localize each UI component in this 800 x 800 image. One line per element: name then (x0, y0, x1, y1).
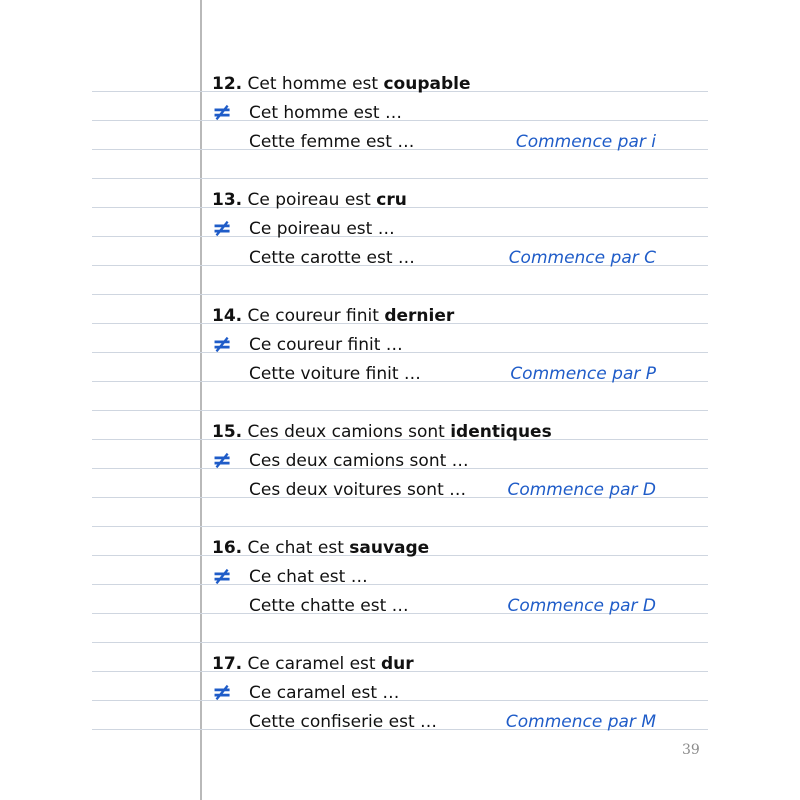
exercise-16-masculine-line (200, 563, 670, 592)
exercise-prompt: Ce caramel est (247, 654, 381, 674)
exercise-12-feminine-line (200, 128, 670, 157)
ruled-line (92, 642, 708, 643)
ruled-line (92, 294, 708, 295)
hint-text: Commence par C (508, 248, 656, 268)
exercise-number: 15. (212, 422, 243, 442)
exercise-12-statement (200, 70, 670, 99)
not-equal-icon: ≠ (212, 214, 233, 242)
answer-line: Cet homme est … (249, 103, 402, 123)
answer-line: Cette confiserie est … (249, 712, 438, 732)
exercise-13-statement (200, 186, 670, 215)
hint-text: Commence par D (507, 480, 656, 500)
exercise-13-feminine-line (200, 244, 670, 273)
exercise-15-statement (200, 418, 670, 447)
answer-line: Ces deux voitures sont … (249, 480, 467, 500)
exercise-prompt: Ce chat est (247, 538, 350, 558)
not-equal-icon: ≠ (212, 562, 233, 590)
exercise-14-feminine-line (200, 360, 670, 389)
exercise-keyword: cru (376, 190, 407, 210)
ruled-line (92, 410, 708, 411)
answer-line: Ce coureur finit … (249, 335, 403, 355)
exercise-number: 17. (212, 654, 243, 674)
answer-line: Ce poireau est … (249, 219, 395, 239)
exercise-number: 12. (212, 74, 243, 94)
ruled-line (92, 526, 708, 527)
answer-line: Cette voiture finit … (249, 364, 421, 384)
exercise-keyword: dernier (384, 306, 455, 326)
exercise-14-statement (200, 302, 670, 331)
exercise-16-statement (200, 534, 670, 563)
answer-line: Cette chatte est … (249, 596, 409, 616)
exercise-prompt: Ces deux camions sont (247, 422, 451, 442)
exercise-prompt: Cet homme est (247, 74, 384, 94)
exercise-keyword: coupable (383, 74, 471, 94)
not-equal-icon: ≠ (212, 446, 233, 474)
exercise-17-masculine-line (200, 679, 670, 708)
exercise-17-statement (200, 650, 670, 679)
exercise-number: 13. (212, 190, 243, 210)
not-equal-icon: ≠ (212, 98, 233, 126)
exercise-keyword: sauvage (349, 538, 430, 558)
exercise-12-masculine-line (200, 99, 670, 128)
ruled-line (92, 178, 708, 179)
answer-line: Ce caramel est … (249, 683, 400, 703)
hint-text: Commence par P (510, 364, 656, 384)
exercise-13-masculine-line (200, 215, 670, 244)
answer-line: Cette femme est … (249, 132, 415, 152)
exercise-17-feminine-line (200, 708, 670, 737)
exercise-number: 14. (212, 306, 243, 326)
exercise-number: 16. (212, 538, 243, 558)
not-equal-icon: ≠ (212, 678, 233, 706)
exercise-15-feminine-line (200, 476, 670, 505)
exercise-15-masculine-line (200, 447, 670, 476)
hint-text: Commence par D (507, 596, 656, 616)
exercise-keyword: identiques (450, 422, 552, 442)
exercise-14-masculine-line (200, 331, 670, 360)
exercise-keyword: dur (380, 654, 414, 674)
answer-line: Ce chat est … (249, 567, 368, 587)
hint-text: Commence par i (515, 132, 656, 152)
answer-line: Cette carotte est … (249, 248, 415, 268)
exercise-16-feminine-line (200, 592, 670, 621)
hint-text: Commence par M (505, 712, 656, 732)
page-number: 39 (682, 742, 700, 758)
exercise-prompt: Ce coureur finit (247, 306, 385, 326)
not-equal-icon: ≠ (212, 330, 233, 358)
exercise-prompt: Ce poireau est (247, 190, 377, 210)
answer-line: Ces deux camions sont … (249, 451, 469, 471)
